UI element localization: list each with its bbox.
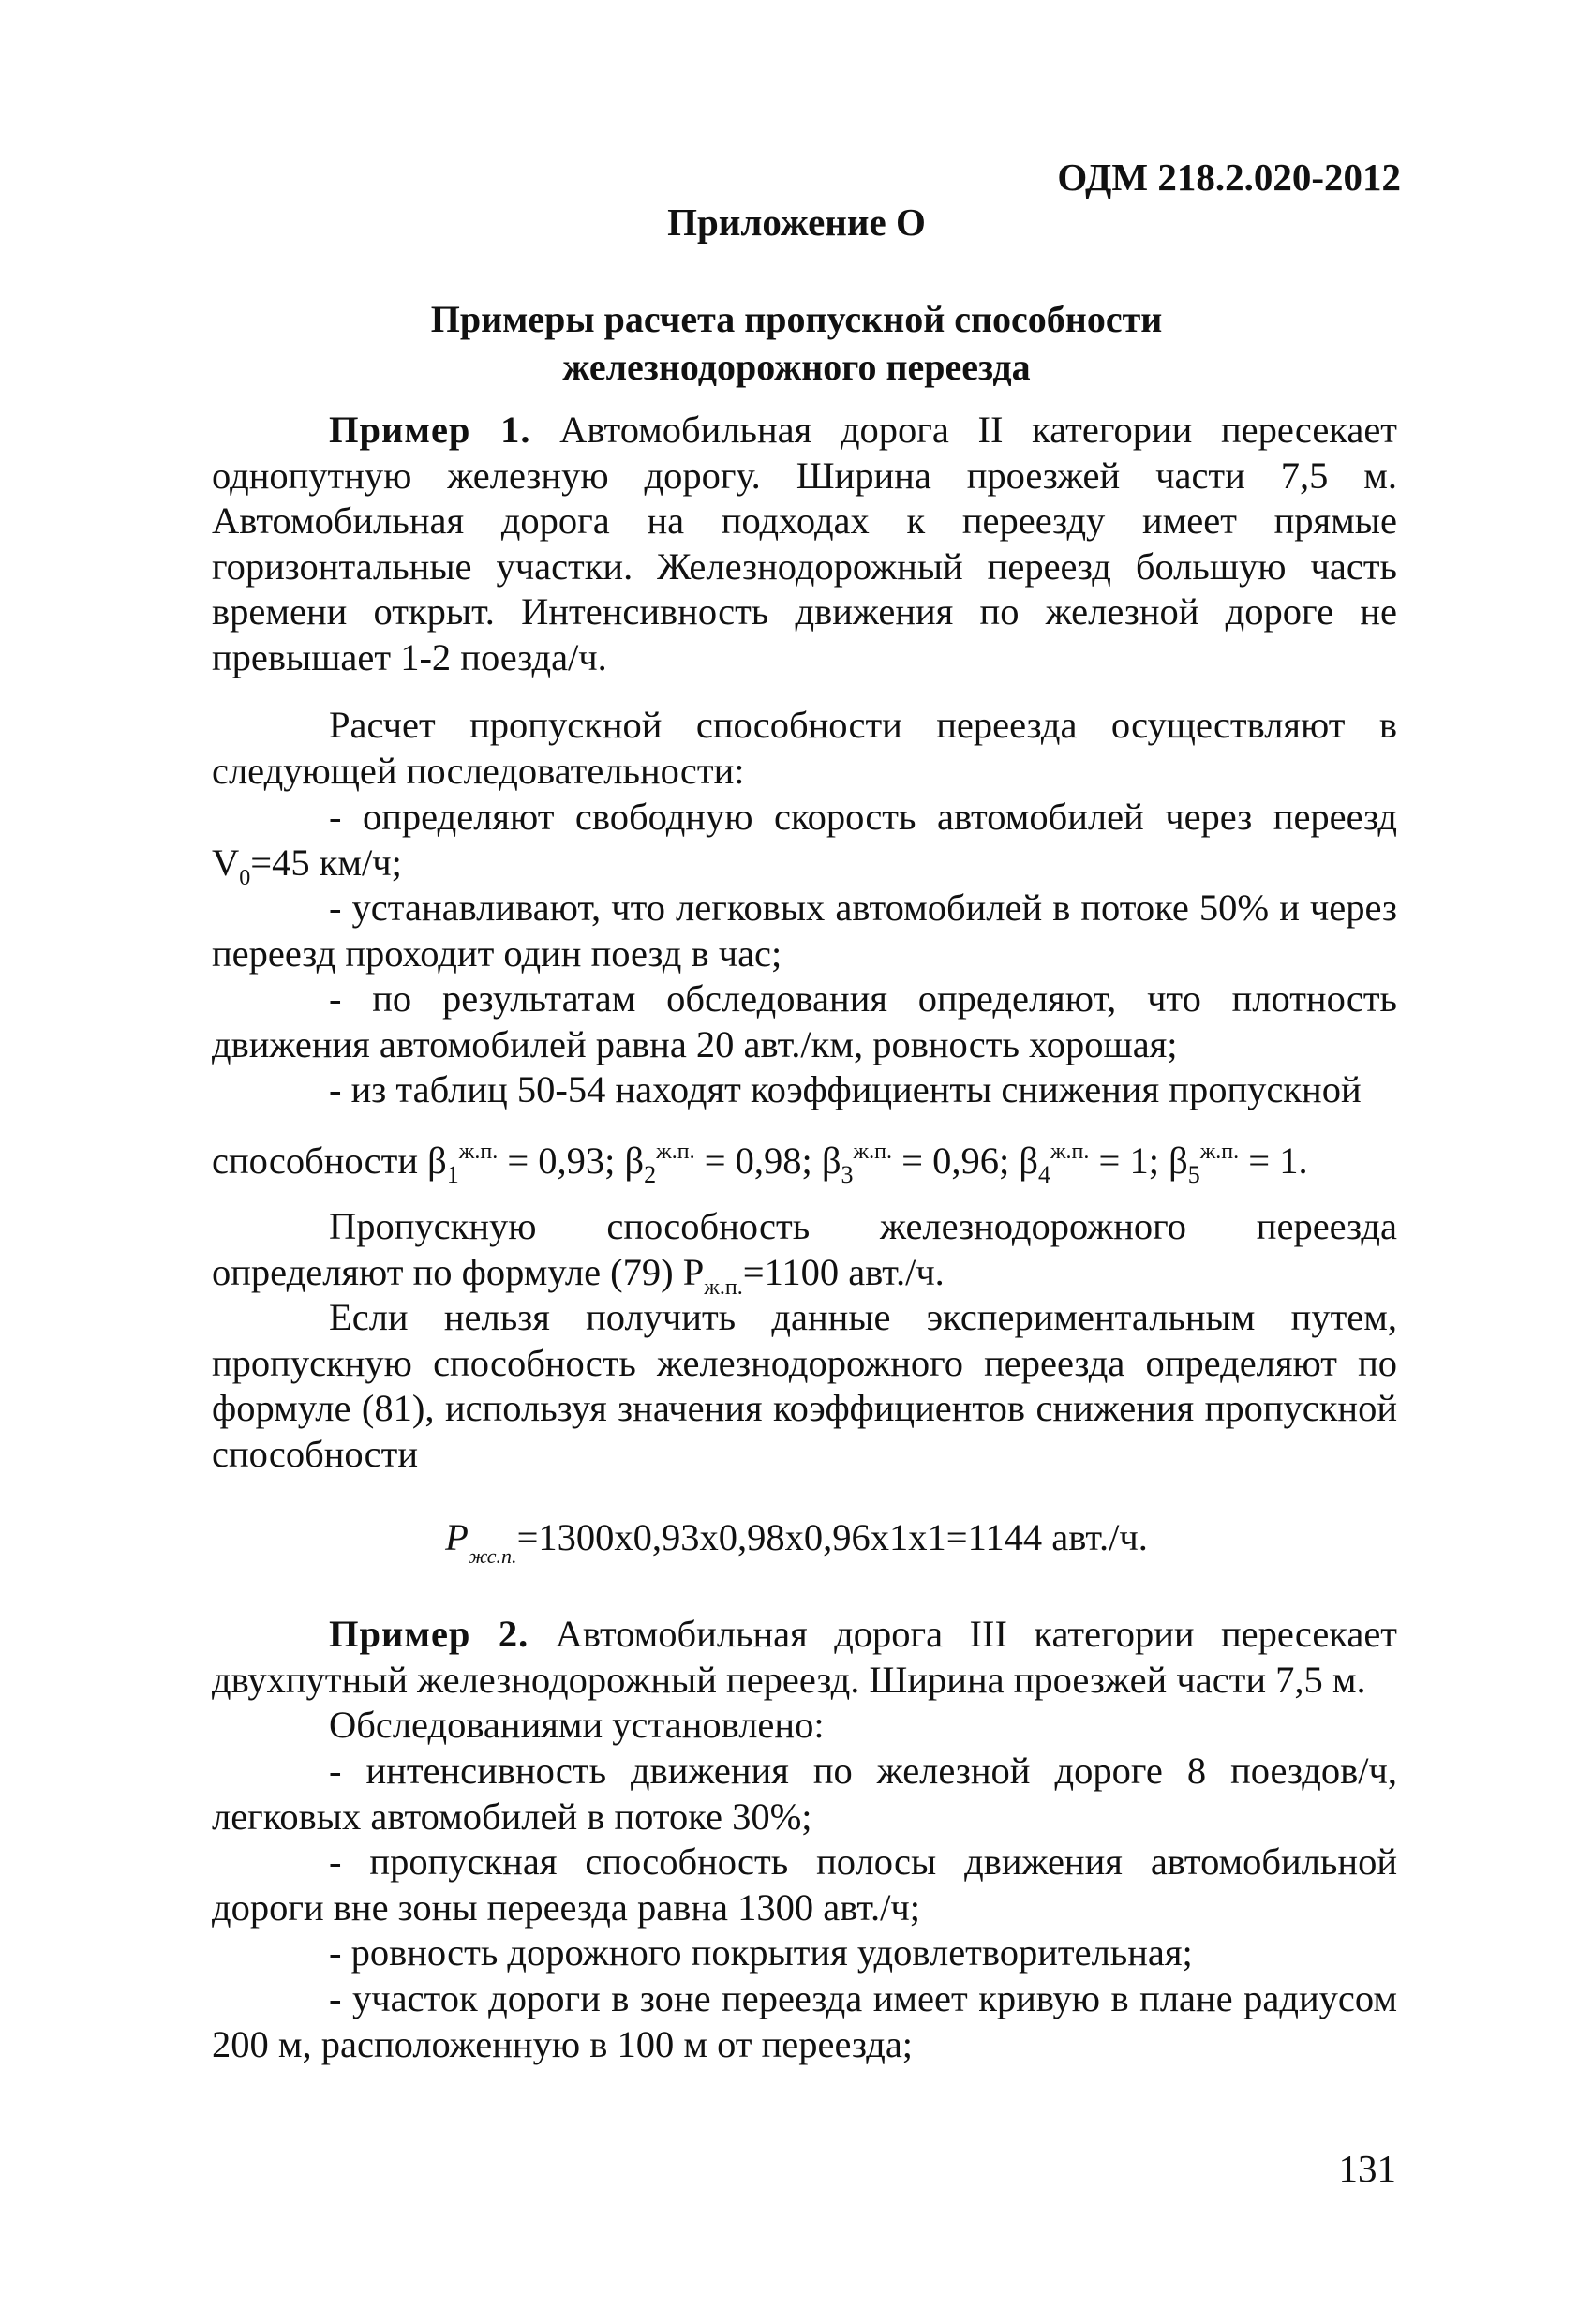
- bullet-1-rest: =45 км/ч;: [250, 841, 402, 884]
- capacity-formula: [0, 1515, 1593, 1569]
- example1-sequence-intro: Расчет пропускной способности переезда осуществляют в следующей последовательности:: [212, 704, 1397, 792]
- capacity-word: способности: [212, 1140, 428, 1182]
- page-title: [0, 295, 1593, 391]
- formula-p: P: [445, 1516, 469, 1558]
- beta-5: $\beta_5^{ж.п.} = 1$.: [1169, 1140, 1308, 1188]
- page-number: 131: [1338, 2147, 1396, 2190]
- beta-coefficients-line: [212, 1139, 1308, 1189]
- formula-expression: =1300х0,93х0,98х0,96х1х1=1144 авт./ч.: [516, 1516, 1148, 1558]
- capacity-rest: =1100 авт./ч.: [742, 1250, 945, 1293]
- example1-alternative-paragraph: Если нельзя получить данные экспериментальным путем, пропускную способность железнодорожного переезда определяют по формуле (81), используя значения коэффициентов снижения пропускной способности: [212, 1296, 1397, 1475]
- beta-3: $\beta_3^{ж.п.} = 0,96$;: [821, 1140, 1020, 1188]
- title-line-1: Примеры расчета пропускной способности: [430, 298, 1163, 340]
- p-subscript: ж.п.: [704, 1274, 743, 1300]
- example1-bullet-2: - устанавливают, что легковых автомобилей в потоке 50% и через переезд проходит один поезд в час;: [212, 886, 1397, 975]
- example1-paragraph: [212, 408, 1397, 680]
- beta-1: $\beta_1^{ж.п.} = 0,93$;: [427, 1140, 625, 1188]
- example2-survey-intro: Обследованиями установлено:: [329, 1704, 825, 1746]
- example2-bullet-3: - ровность дорожного покрытия удовлетворительная;: [329, 1931, 1193, 1974]
- example2-label: Пример 2.: [329, 1613, 529, 1655]
- document-code: ОДМ 218.2.020-2012: [1057, 156, 1401, 199]
- title-line-2: железнодорожного переезда: [562, 346, 1031, 388]
- beta-2: $\beta_2^{ж.п.} = 0,98$;: [624, 1140, 822, 1188]
- beta-4: $\beta_4^{ж.п.} = 1$;: [1019, 1140, 1169, 1188]
- example1-bullet-4: - из таблиц 50-54 находят коэффициенты снижения пропускной: [329, 1068, 1362, 1110]
- example2-text: Автомобильная дорога III категории пересекает двухпутный железнодорожный переезд. Ширина проезжей части 7,5 м.: [212, 1613, 1398, 1701]
- example2-paragraph: [212, 1612, 1397, 1703]
- example1-bullet-3: - по результатам обследования определяют, что плотность движения автомобилей равна 20 авт./км, ровность хорошая;: [212, 977, 1397, 1065]
- example1-text: Автомобильная дорога II категории пересекает однопутную железную дорогу. Ширина проезжей части 7,5 м. Автомобильная дорога на подходах к переезду имеет прямые горизонтальные участки. Железнодорожный переезд большую часть времени открыт. Интенсивность движения по железной дороге не превышает 1-2 поезда/ч.: [212, 409, 1398, 678]
- example1-label: Пример 1.: [329, 409, 531, 451]
- v0-subscript: 0: [239, 865, 251, 890]
- formula-subscript: жс.п.: [468, 1544, 517, 1568]
- appendix-heading: Приложение О: [667, 201, 926, 244]
- bullet-1-text: - определяют свободную скорость автомобилей через переезд V: [212, 796, 1397, 884]
- example2-bullet-2: - пропускная способность полосы движения автомобильной дороги вне зоны переезда равна 1300 авт./ч;: [212, 1840, 1397, 1929]
- capacity-text: Пропускную способность железнодорожного переезда определяют по формуле (79) P: [212, 1205, 1397, 1293]
- example2-bullet-4: - участок дороги в зоне переезда имеет кривую в плане радиусом 200 м, расположенную в 100 м от переезда;: [212, 1977, 1397, 2065]
- example2-bullet-1: - интенсивность движения по железной дороге 8 поездов/ч, легковых автомобилей в потоке 30%;: [212, 1750, 1397, 1838]
